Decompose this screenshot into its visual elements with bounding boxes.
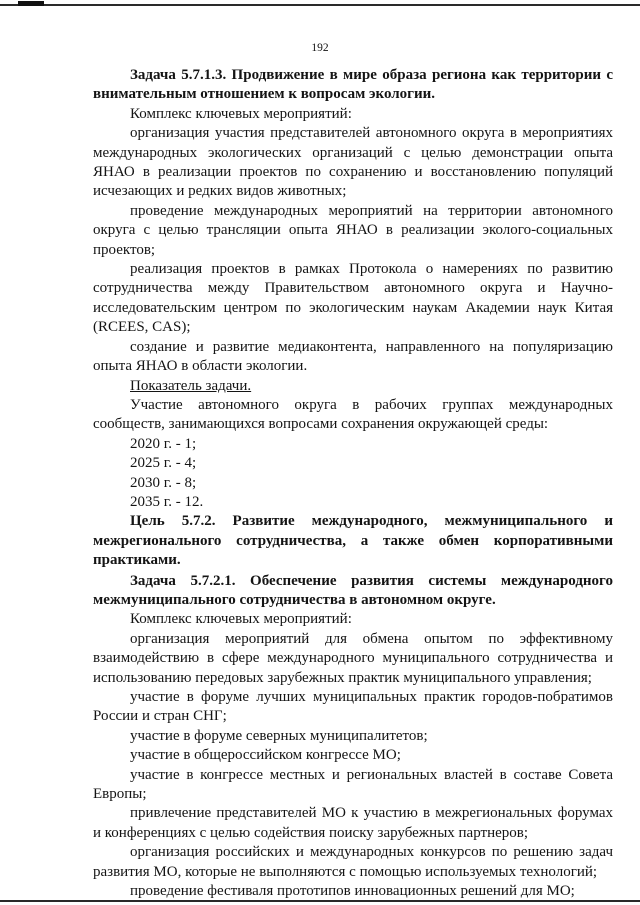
measure-item: проведение международных мероприятий на территории автономного округа с целью трансляции опыта ЯНАО в реализации эколого-социальных проектов; [93, 202, 613, 258]
task-5-7-1-3-heading: Задача 5.7.1.3. Продвижение в мире образа региона как территории с внимательным отношением к вопросам экологии. [93, 67, 613, 103]
measure-item: участие в конгрессе местных и региональных властей в составе Совета Европы; [93, 766, 613, 803]
measure-item: привлечение представителей МО к участию в межрегиональных форумах и конференциях с целью содействия поиску зарубежных партнеров; [93, 805, 613, 841]
measure-item: организация российских и международных конкурсов по решению задач развития МО, которые не выполняются с помощью используемых технологий; [93, 844, 613, 880]
indicator-value-2020: 2020 г. - 1; [130, 435, 197, 452]
key-measures-label: Комплекс ключевых мероприятий: [130, 611, 352, 628]
indicator-value-2035: 2035 г. - 12. [130, 493, 204, 510]
page-number: 192 [311, 42, 329, 54]
measure-item: участие в общероссийском конгрессе МО; [130, 747, 401, 764]
measure-item: организация участия представителей автономного округа в мероприятиях международных экологических организаций с целью демонстрации опыта ЯНАО в реализации проектов по сохранению и восстановлению популяций исчезающих и редких видов животных; [93, 125, 613, 200]
document-body [93, 66, 613, 901]
indicator-value-2025: 2025 г. - 4; [130, 455, 197, 472]
goal-5-7-2-heading: Цель 5.7.2. Развитие международного, межмуниципального и межрегионального сотрудничества, а также обмен корпоративными практиками. [93, 513, 613, 569]
indicator-description: Участие автономного округа в рабочих группах международных сообществ, занимающихся вопросами сохранения окружающей среды: [93, 396, 613, 433]
measure-item: участие в форуме лучших муниципальных практик городов-побратимов России и стран СНГ; [93, 689, 613, 725]
measure-item: проведение фестиваля прототипов инновационных решений для МО; [130, 883, 575, 900]
task-indicator-label: Показатель задачи. [130, 377, 252, 394]
indicator-value-2030: 2030 г. - 8; [130, 474, 197, 491]
top-scan-mark [18, 1, 44, 6]
top-border-line [0, 4, 640, 6]
key-measures-label: Комплекс ключевых мероприятий: [130, 105, 352, 122]
measure-item: организация мероприятий для обмена опытом по эффективному взаимодействию в сфере международного муниципального сотрудничества и использованию передовых зарубежных практик муниципального управления; [93, 630, 613, 686]
measure-item: реализация проектов в рамках Протокола о намерениях по развитию сотрудничества между Правительством автономного округа и Научно-исследовательским центром по экологическим наукам Академии наук Китая (RCEES, CAS); [93, 261, 613, 336]
bottom-border-line [0, 900, 640, 902]
measure-item: создание и развитие медиаконтента, направленного на популяризацию опыта ЯНАО в области экологии. [93, 338, 613, 375]
measure-item: участие в форуме северных муниципалитетов; [130, 727, 428, 744]
task-5-7-2-1-heading: Задача 5.7.2.1. Обеспечение развития системы международного межмуниципального сотрудничества в автономном округе. [93, 572, 613, 608]
